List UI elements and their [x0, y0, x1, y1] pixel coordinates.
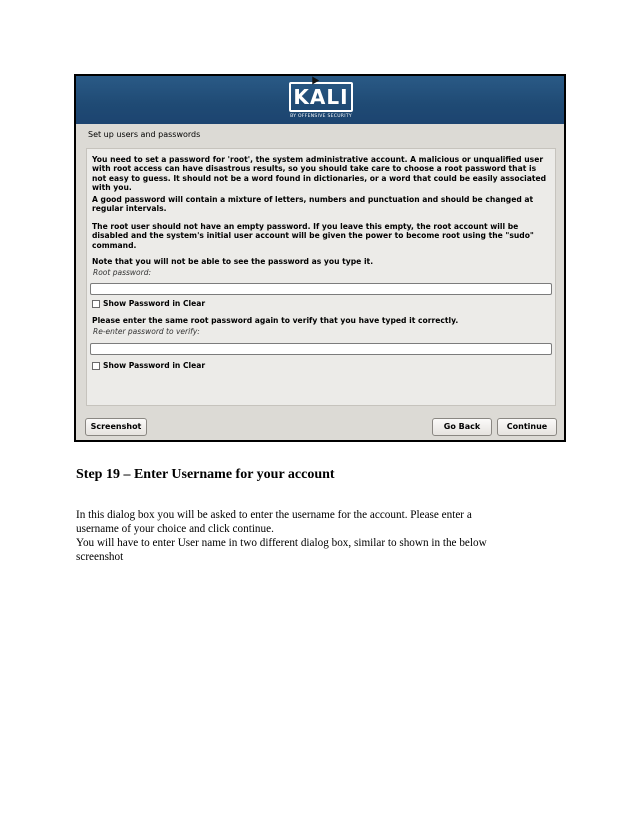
- reenter-password-input[interactable]: [90, 343, 552, 355]
- kali-banner: [76, 76, 564, 124]
- installer-screenshot: [74, 74, 566, 442]
- body-paragraph-2-line-1: You will have to enter User name in two different dialog box, similar to shown in the below: [76, 537, 487, 549]
- paragraph-empty-password: The root user should not have an empty password. If you leave this empty, the root account will be disabled and the system's initial user account will be given the power to become root using the "sudo" command.: [92, 222, 534, 250]
- kali-logo: [289, 82, 353, 112]
- reenter-password-label: Re-enter password to verify:: [93, 327, 200, 336]
- go-back-button[interactable]: Go Back: [432, 418, 492, 436]
- paragraph-good-password: A good password will contain a mixture of letters, numbers and punctuation and should be changed at regular intervals.: [92, 195, 534, 214]
- show-password-checkbox[interactable]: [92, 300, 100, 308]
- show-password-label-2: Show Password in Clear: [103, 361, 206, 370]
- root-password-input[interactable]: [90, 283, 552, 295]
- show-password-label: Show Password in Clear: [103, 299, 206, 308]
- reenter-instruction: Please enter the same root password again to verify that you have typed it correctly.: [92, 316, 459, 325]
- root-password-label: Root password:: [93, 268, 151, 277]
- body-paragraph-1-line-1: In this dialog box you will be asked to enter the username for the account. Please enter a: [76, 509, 472, 521]
- step-heading: Step 19 – Enter Username for your account: [76, 467, 335, 482]
- body-paragraph-1-line-2: username of your choice and click continue.: [76, 523, 274, 535]
- section-title: Set up users and passwords: [88, 130, 201, 139]
- screenshot-button[interactable]: Screenshot: [85, 418, 147, 436]
- kali-logo-subtitle: BY OFFENSIVE SECURITY: [290, 114, 352, 119]
- paragraph-root-warning: You need to set a password for 'root', the system administrative account. A malicious or unqualified user with root access can have disastrous results, so you should take care to choose a root password that is not easy to guess. It should not be a word found in dictionaries, or a word that could be easily associated with you.: [92, 155, 547, 193]
- kali-logo-text: KALI: [293, 85, 349, 109]
- content-panel: [86, 148, 556, 406]
- show-password-checkbox-2[interactable]: [92, 362, 100, 370]
- continue-button[interactable]: Continue: [497, 418, 557, 436]
- paragraph-note: Note that you will not be able to see the password as you type it.: [92, 257, 374, 266]
- body-paragraph-2-line-2: screenshot: [76, 551, 124, 563]
